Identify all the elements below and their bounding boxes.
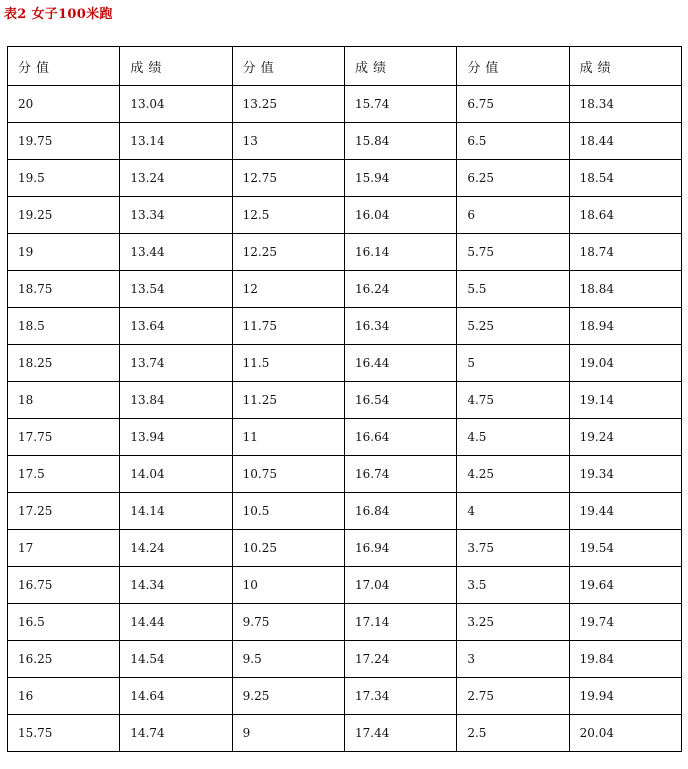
score-value-cell: 4.5 — [457, 419, 569, 456]
performance-cell: 19.34 — [569, 456, 681, 493]
performance-cell: 13.84 — [120, 382, 232, 419]
performance-cell: 14.34 — [120, 567, 232, 604]
score-value-cell: 6.75 — [457, 86, 569, 123]
table-row — [8, 604, 682, 641]
score-value-cell: 3.25 — [457, 604, 569, 641]
score-value-cell: 12.5 — [232, 197, 344, 234]
table-row — [8, 86, 682, 123]
score-value-cell: 17.75 — [8, 419, 120, 456]
score-value-cell: 19.25 — [8, 197, 120, 234]
performance-cell: 17.24 — [344, 641, 456, 678]
score-value-cell: 13 — [232, 123, 344, 160]
performance-cell: 18.74 — [569, 234, 681, 271]
score-value-cell: 16.75 — [8, 567, 120, 604]
header-performance: 成绩 — [120, 47, 232, 86]
score-value-cell: 16 — [8, 678, 120, 715]
score-value-cell: 13.25 — [232, 86, 344, 123]
score-value-cell: 10.75 — [232, 456, 344, 493]
score-value-cell: 16.25 — [8, 641, 120, 678]
score-value-cell: 16.5 — [8, 604, 120, 641]
performance-cell: 16.54 — [344, 382, 456, 419]
score-value-cell: 3.5 — [457, 567, 569, 604]
score-value-cell: 18 — [8, 382, 120, 419]
score-value-cell: 9.25 — [232, 678, 344, 715]
score-value-cell: 9 — [232, 715, 344, 752]
score-value-cell: 12.25 — [232, 234, 344, 271]
score-value-cell: 11.75 — [232, 308, 344, 345]
score-value-cell: 11.5 — [232, 345, 344, 382]
performance-cell: 16.24 — [344, 271, 456, 308]
table-row — [8, 197, 682, 234]
performance-cell: 14.04 — [120, 456, 232, 493]
score-value-cell: 17.5 — [8, 456, 120, 493]
performance-cell: 13.24 — [120, 160, 232, 197]
performance-cell: 16.34 — [344, 308, 456, 345]
table-header-row — [8, 47, 682, 86]
table-row — [8, 308, 682, 345]
score-value-cell: 15.75 — [8, 715, 120, 752]
performance-cell: 14.54 — [120, 641, 232, 678]
performance-cell: 13.94 — [120, 419, 232, 456]
header-performance: 成绩 — [569, 47, 681, 86]
performance-cell: 15.74 — [344, 86, 456, 123]
header-score-value: 分值 — [8, 47, 120, 86]
table-row — [8, 345, 682, 382]
performance-cell: 14.44 — [120, 604, 232, 641]
performance-cell: 13.54 — [120, 271, 232, 308]
score-value-cell: 18.5 — [8, 308, 120, 345]
performance-cell: 15.94 — [344, 160, 456, 197]
performance-cell: 16.04 — [344, 197, 456, 234]
table-row — [8, 271, 682, 308]
performance-cell: 13.34 — [120, 197, 232, 234]
score-value-cell: 5.75 — [457, 234, 569, 271]
score-value-cell: 17 — [8, 530, 120, 567]
performance-cell: 19.64 — [569, 567, 681, 604]
performance-cell: 14.64 — [120, 678, 232, 715]
performance-cell: 17.04 — [344, 567, 456, 604]
performance-cell: 18.84 — [569, 271, 681, 308]
performance-cell: 19.14 — [569, 382, 681, 419]
score-value-cell: 9.5 — [232, 641, 344, 678]
score-value-cell: 19 — [8, 234, 120, 271]
performance-cell: 14.14 — [120, 493, 232, 530]
performance-cell: 14.74 — [120, 715, 232, 752]
table-row — [8, 493, 682, 530]
score-value-cell: 5 — [457, 345, 569, 382]
performance-cell: 16.84 — [344, 493, 456, 530]
score-value-cell: 6.25 — [457, 160, 569, 197]
performance-cell: 15.84 — [344, 123, 456, 160]
score-value-cell: 11.25 — [232, 382, 344, 419]
score-value-cell: 19.75 — [8, 123, 120, 160]
performance-cell: 18.94 — [569, 308, 681, 345]
table-row — [8, 641, 682, 678]
score-value-cell: 10.25 — [232, 530, 344, 567]
score-value-cell: 2.5 — [457, 715, 569, 752]
score-value-cell: 5.5 — [457, 271, 569, 308]
table-row — [8, 234, 682, 271]
score-value-cell: 11 — [232, 419, 344, 456]
performance-cell: 14.24 — [120, 530, 232, 567]
performance-cell: 20.04 — [569, 715, 681, 752]
score-value-cell: 5.25 — [457, 308, 569, 345]
performance-cell: 18.54 — [569, 160, 681, 197]
score-value-cell: 10.5 — [232, 493, 344, 530]
table-row — [8, 419, 682, 456]
performance-cell: 19.04 — [569, 345, 681, 382]
score-value-cell: 3.75 — [457, 530, 569, 567]
performance-cell: 19.94 — [569, 678, 681, 715]
performance-cell: 17.34 — [344, 678, 456, 715]
table-row — [8, 382, 682, 419]
score-table-body — [8, 47, 682, 752]
score-value-cell: 9.75 — [232, 604, 344, 641]
performance-cell: 13.64 — [120, 308, 232, 345]
table-row — [8, 530, 682, 567]
score-value-cell: 18.25 — [8, 345, 120, 382]
performance-cell: 16.44 — [344, 345, 456, 382]
header-performance: 成绩 — [344, 47, 456, 86]
score-value-cell: 12.75 — [232, 160, 344, 197]
performance-cell: 18.34 — [569, 86, 681, 123]
score-value-cell: 4.75 — [457, 382, 569, 419]
performance-cell: 13.14 — [120, 123, 232, 160]
score-value-cell: 20 — [8, 86, 120, 123]
performance-cell: 19.24 — [569, 419, 681, 456]
performance-cell: 13.04 — [120, 86, 232, 123]
performance-cell: 18.44 — [569, 123, 681, 160]
score-value-cell: 18.75 — [8, 271, 120, 308]
performance-cell: 17.44 — [344, 715, 456, 752]
table-row — [8, 160, 682, 197]
table-row — [8, 715, 682, 752]
performance-cell: 18.64 — [569, 197, 681, 234]
performance-cell: 19.54 — [569, 530, 681, 567]
performance-cell: 16.14 — [344, 234, 456, 271]
score-value-cell: 17.25 — [8, 493, 120, 530]
performance-cell: 13.74 — [120, 345, 232, 382]
performance-cell: 16.94 — [344, 530, 456, 567]
score-value-cell: 19.5 — [8, 160, 120, 197]
score-value-cell: 4.25 — [457, 456, 569, 493]
score-value-cell: 2.75 — [457, 678, 569, 715]
table-row — [8, 678, 682, 715]
score-value-cell: 6 — [457, 197, 569, 234]
table-row — [8, 567, 682, 604]
header-score-value: 分值 — [232, 47, 344, 86]
performance-cell: 13.44 — [120, 234, 232, 271]
performance-cell: 19.74 — [569, 604, 681, 641]
table-row — [8, 456, 682, 493]
table-row — [8, 123, 682, 160]
performance-cell: 17.14 — [344, 604, 456, 641]
score-value-cell: 3 — [457, 641, 569, 678]
performance-cell: 16.74 — [344, 456, 456, 493]
score-value-cell: 10 — [232, 567, 344, 604]
table-caption: 表2 女子100米跑 — [4, 7, 113, 22]
score-value-cell: 4 — [457, 493, 569, 530]
score-table — [7, 46, 682, 752]
performance-cell: 16.64 — [344, 419, 456, 456]
header-score-value: 分值 — [457, 47, 569, 86]
score-value-cell: 12 — [232, 271, 344, 308]
performance-cell: 19.84 — [569, 641, 681, 678]
score-value-cell: 6.5 — [457, 123, 569, 160]
performance-cell: 19.44 — [569, 493, 681, 530]
